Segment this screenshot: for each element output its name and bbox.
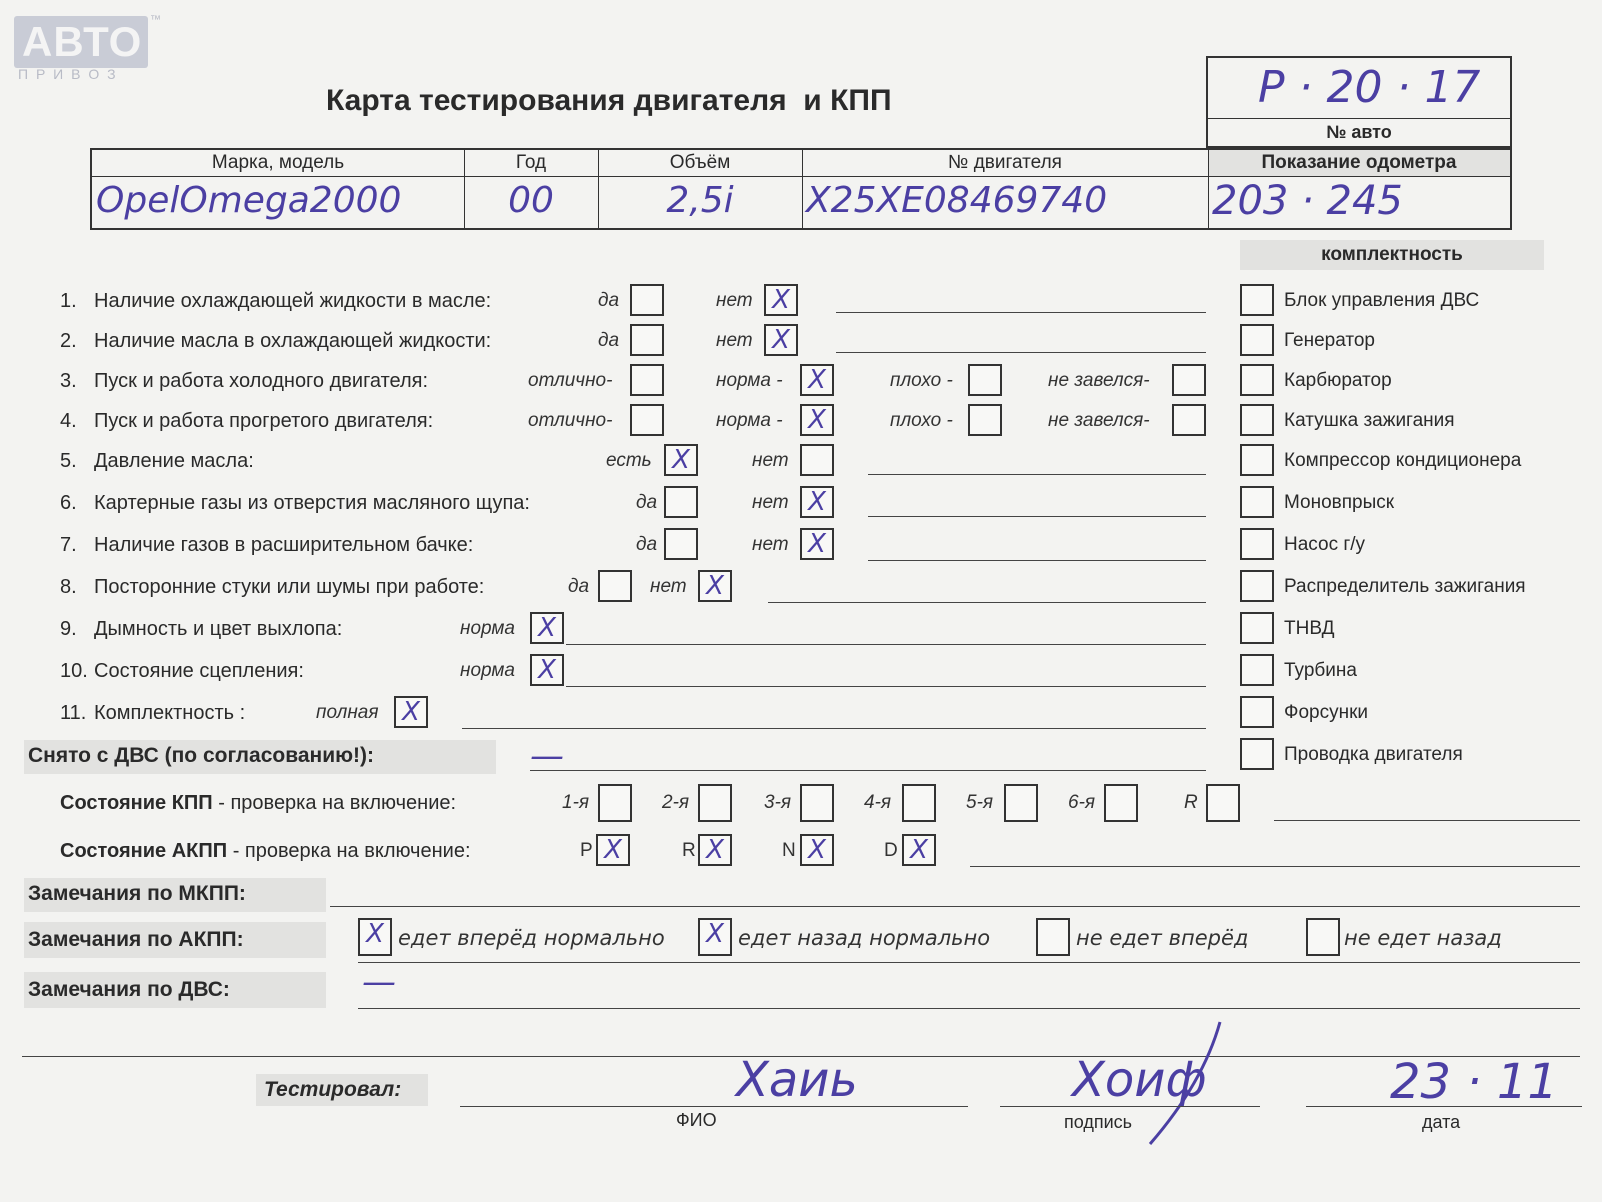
komplekt-checkbox-7[interactable] [1240, 528, 1274, 560]
col-header-engine-no: № двигателя [948, 152, 1062, 173]
row-2-opt-1: да [598, 330, 620, 351]
removed-label: Снято с ДВС (по согласованию!): [28, 744, 375, 767]
row-label-5: Давление масла: [94, 450, 254, 472]
komplekt-item-11: Форсунки [1284, 702, 1368, 723]
akpp-gear-label-r: R [682, 840, 696, 861]
akpp-forward-ok-checkbox[interactable]: X [358, 918, 392, 956]
akpp-no-forward-label: не едет вперёд [1076, 926, 1249, 950]
fio-label: ФИО [676, 1110, 717, 1130]
row-num-5: 5. [60, 450, 77, 472]
row-6-opt-1: да [636, 492, 658, 513]
komplekt-checkbox-1[interactable] [1240, 284, 1274, 316]
row-4-checkbox-2[interactable]: X [800, 404, 834, 436]
akpp-no-back-label: не едет назад [1344, 926, 1502, 950]
kpp-gear-6-checkbox[interactable] [1104, 784, 1138, 822]
row-label-7: Наличие газов в расширительном бачке: [94, 534, 474, 556]
remarks-dvs-value: — [362, 962, 396, 1002]
row-3-opt-3: плохо - [890, 370, 953, 391]
row-num-9: 9. [60, 618, 77, 640]
row-num-10: 10. [60, 660, 88, 682]
row-label-9: Дымность и цвет выхлопа: [94, 618, 343, 640]
row-num-8: 8. [60, 576, 77, 598]
komplekt-item-10: Турбина [1284, 660, 1357, 681]
signature-value: Хоиф [1072, 1052, 1207, 1108]
row-3-checkbox-3[interactable] [968, 364, 1002, 396]
row-5-opt-2: нет [752, 450, 789, 471]
value-odometer: 203 · 245 [1212, 178, 1403, 224]
kpp-gear-4-checkbox[interactable] [902, 784, 936, 822]
row-6-opt-2: нет [752, 492, 789, 513]
komplekt-checkbox-6[interactable] [1240, 486, 1274, 518]
row-label-1: Наличие охлаждающей жидкости в масле: [94, 290, 492, 312]
row-3-opt-2: норма - [716, 370, 783, 391]
komplekt-item-9: ТНВД [1284, 618, 1335, 639]
komplekt-item-1: Блок управления ДВС [1284, 290, 1480, 311]
row-8-checkbox-1[interactable] [598, 570, 632, 602]
kpp-gear-label-5: 5-я [966, 792, 994, 813]
row-9-opt-1: норма [460, 618, 515, 639]
row-2-checkbox-2[interactable]: X [764, 324, 798, 356]
akpp-gear-d-checkbox[interactable]: X [902, 834, 936, 866]
komplekt-item-6: Моновпрыск [1284, 492, 1395, 513]
row-7-opt-1: да [636, 534, 658, 555]
remarks-dvs-label: Замечания по ДВС: [28, 978, 230, 1001]
kpp-gear-label-4: 4-я [864, 792, 892, 813]
kpp-gear-r-checkbox[interactable] [1206, 784, 1240, 822]
signature-label: подпись [1064, 1112, 1133, 1132]
komplekt-checkbox-12[interactable] [1240, 738, 1274, 770]
komplekt-item-2: Генератор [1284, 330, 1375, 351]
watermark-sub: П Р И В О З [18, 66, 118, 82]
akpp-gear-label-p: P [580, 840, 593, 861]
kpp-gear-label-6: 6-я [1068, 792, 1096, 813]
komplekt-title: комплектность [1240, 240, 1544, 270]
row-3-checkbox-1[interactable] [630, 364, 664, 396]
row-label-11: Комплектность : [94, 702, 246, 724]
kpp-gear-label-2: 2-я [662, 792, 690, 813]
kpp-gear-2-checkbox[interactable] [698, 784, 732, 822]
watermark-tm: ™ [150, 14, 161, 26]
row-1-opt-1: да [598, 290, 620, 311]
row-4-checkbox-4[interactable] [1172, 404, 1206, 436]
tested-label: Тестировал: [264, 1078, 402, 1101]
row-8-opt-1: да [568, 576, 590, 597]
komplekt-item-7: Насос г/у [1284, 534, 1366, 555]
akpp-no-forward-checkbox[interactable] [1036, 918, 1070, 956]
row-1-checkbox-2[interactable]: X [764, 284, 798, 316]
row-2-checkbox-1[interactable] [630, 324, 664, 356]
row-3-checkbox-2[interactable]: X [800, 364, 834, 396]
row-1-checkbox-1[interactable] [630, 284, 664, 316]
komplekt-checkbox-8[interactable] [1240, 570, 1274, 602]
row-num-11: 11. [60, 702, 87, 724]
kpp-label: Состояние КПП - проверка на включение: [60, 792, 457, 814]
row-num-7: 7. [60, 534, 77, 556]
row-num-3: 3. [60, 370, 77, 392]
kpp-gear-label-1: 1-я [562, 792, 590, 813]
row-5-checkbox-2[interactable] [800, 444, 834, 476]
row-label-2: Наличие масла в охлаждающей жидкости: [94, 330, 492, 352]
value-volume: 2,5i [666, 180, 734, 221]
akpp-back-ok-label: едет назад нормально [738, 926, 991, 950]
page-title: Карта тестирования двигателя и КПП [326, 84, 892, 117]
komplekt-checkbox-4[interactable] [1240, 404, 1274, 436]
row-4-opt-4: не завелся- [1048, 410, 1150, 431]
removed-value: — [530, 736, 564, 776]
col-header-volume: Объём [669, 152, 731, 173]
date-label: дата [1422, 1112, 1461, 1132]
kpp-gear-label-3: 3-я [764, 792, 792, 813]
komplekt-item-3: Карбюратор [1284, 370, 1392, 391]
komplekt-item-4: Катушка зажигания [1284, 410, 1455, 431]
row-label-3: Пуск и работа холодного двигателя: [94, 370, 429, 392]
row-10-opt-1: норма [460, 660, 515, 681]
row-3-checkbox-4[interactable] [1172, 364, 1206, 396]
row-8-opt-2: нет [650, 576, 687, 597]
row-8-checkbox-2[interactable]: X [698, 570, 732, 602]
value-model: OpelOmega2000 [96, 180, 402, 221]
row-7-checkbox-1[interactable] [664, 528, 698, 560]
komplekt-item-5: Компрессор кондиционера [1284, 450, 1522, 471]
row-label-8: Посторонние стуки или шумы при работе: [94, 576, 485, 598]
akpp-no-back-checkbox[interactable] [1306, 918, 1340, 956]
fio-value: Хаиь [736, 1052, 858, 1108]
row-7-checkbox-2[interactable]: X [800, 528, 834, 560]
header-table [90, 148, 1512, 230]
row-5-checkbox-1[interactable]: X [664, 444, 698, 476]
row-6-checkbox-1[interactable] [664, 486, 698, 518]
row-4-opt-2: норма - [716, 410, 783, 431]
row-11-opt-1: полная [316, 702, 379, 723]
komplekt-checkbox-10[interactable] [1240, 654, 1274, 686]
akpp-back-ok-checkbox[interactable]: X [698, 918, 732, 956]
komplekt-item-12: Проводка двигателя [1284, 744, 1463, 765]
signature-stroke [1140, 1018, 1230, 1148]
row-5-opt-1: есть [606, 450, 652, 471]
value-engine-no: X25XE08469740 [806, 180, 1108, 221]
row-4-opt-1: отлично- [528, 410, 613, 431]
row-11-checkbox-1[interactable]: X [394, 696, 428, 728]
date-value: 23 · 11 [1390, 1054, 1558, 1110]
col-header-model: Марка, модель [211, 152, 345, 173]
row-2-opt-2: нет [716, 330, 753, 351]
row-3-opt-4: не завелся- [1048, 370, 1150, 391]
row-1-opt-2: нет [716, 290, 753, 311]
akpp-gear-r-checkbox[interactable]: X [698, 834, 732, 866]
kpp-gear-1-checkbox[interactable] [598, 784, 632, 822]
akpp-label: Состояние АКПП - проверка на включение: [60, 840, 471, 862]
row-4-checkbox-1[interactable] [630, 404, 664, 436]
row-label-4: Пуск и работа прогретого двигателя: [94, 410, 434, 432]
akpp-gear-p-checkbox[interactable]: X [596, 834, 630, 866]
row-10-checkbox-1[interactable]: X [530, 654, 564, 686]
row-num-6: 6. [60, 492, 77, 514]
row-num-1: 1. [60, 290, 77, 312]
kpp-gear-label-r: R [1184, 792, 1198, 813]
row-num-4: 4. [60, 410, 77, 432]
komplekt-checkbox-3[interactable] [1240, 364, 1274, 396]
row-9-checkbox-1[interactable]: X [530, 612, 564, 644]
remarks-mkpp-label: Замечания по МКПП: [28, 882, 246, 905]
row-label-6: Картерные газы из отверстия масляного щупа: [94, 492, 530, 514]
row-6-checkbox-2[interactable]: X [800, 486, 834, 518]
kpp-gear-3-checkbox[interactable] [800, 784, 834, 822]
auto-number-value: P · 20 · 17 [1258, 62, 1481, 113]
col-header-year: Год [515, 152, 547, 173]
row-num-2: 2. [60, 330, 77, 352]
akpp-forward-ok-label: едет вперёд нормально [398, 926, 665, 950]
akpp-gear-label-d: D [884, 840, 898, 861]
auto-number-label: № авто [1326, 122, 1392, 142]
komplekt-checkbox-11[interactable] [1240, 696, 1274, 728]
row-3-opt-1: отлично- [528, 370, 613, 391]
remarks-akpp-label: Замечания по АКПП: [28, 928, 244, 951]
komplekt-checkbox-9[interactable] [1240, 612, 1274, 644]
row-label-10: Состояние сцепления: [94, 660, 304, 682]
auto-number-box [1206, 56, 1512, 148]
col-header-odometer: Показание одометра [1261, 152, 1457, 173]
akpp-gear-label-n: N [782, 840, 796, 861]
komplekt-checkbox-2[interactable] [1240, 324, 1274, 356]
komplekt-item-8: Распределитель зажигания [1284, 576, 1526, 597]
row-4-checkbox-3[interactable] [968, 404, 1002, 436]
watermark-logo [14, 16, 148, 68]
kpp-gear-5-checkbox[interactable] [1004, 784, 1038, 822]
komplekt-checkbox-5[interactable] [1240, 444, 1274, 476]
watermark-brand: АВТО [22, 18, 143, 65]
row-4-opt-3: плохо - [890, 410, 953, 431]
value-year: 00 [508, 180, 554, 221]
row-7-opt-2: нет [752, 534, 789, 555]
akpp-gear-n-checkbox[interactable]: X [800, 834, 834, 866]
